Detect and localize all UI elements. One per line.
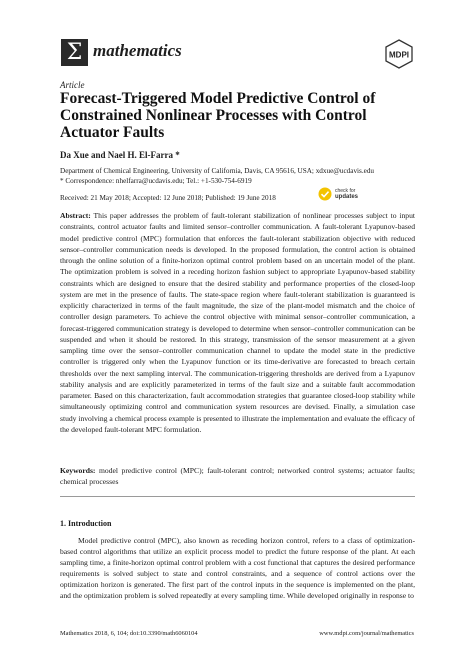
correspondence: * Correspondence: nhelfarra@ucdavis.edu; Tel.: +1-530-754-6919 [60, 177, 252, 185]
footer-url[interactable]: www.mdpi.com/journal/mathematics [319, 630, 414, 637]
footer-citation: Mathematics 2018, 6, 104; doi:10.3390/math6060104 [60, 630, 198, 637]
abstract-label: Abstract: [60, 211, 91, 220]
check-for-updates-badge[interactable] [318, 186, 378, 204]
keywords [60, 465, 415, 487]
paper-title: Forecast-Triggered Model Predictive Control of Constrained Nonlinear Processes with Control Actuator Faults [60, 90, 376, 141]
authors: Da Xue and Nael H. El-Farra * [60, 150, 180, 160]
check-updates-icon [318, 187, 332, 201]
mdpi-logo-text: MDPI [389, 50, 409, 60]
journal-logo-icon: Σ [61, 39, 88, 66]
section-heading-introduction: 1. Introduction [60, 519, 112, 528]
affiliation-block [60, 166, 420, 186]
article-type: Article [60, 80, 85, 90]
check-updates-line2: updates [335, 194, 359, 200]
mdpi-logo-icon [384, 39, 414, 69]
publication-dates: Received: 21 May 2018; Accepted: 12 June 2018; Published: 19 June 2018 [60, 194, 276, 202]
introduction-text: Model predictive control (MPC), also known as receding horizon control, refers to a class of optimization-based control algorithms that utilize an explicit process model to predict the future response of the plant. At each sampling time, a finite-horizon optimal control problem with a cost functional that captures the desired performance requirements is solved subject to state and control constraints, and a sequence of control actions over the optimization horizon is generated. The first part of the control inputs in the sequence is implemented on the plant, and the optimization problem is solved repeatedly at every sampling time. While developed originally in response to [60, 536, 415, 600]
check-updates-line1: check for [335, 188, 356, 194]
abstract-text: This paper addresses the problem of fault-tolerant stabilization of nonlinear processes subject to input constraints, control actuator faults and limited sensor–controller communication. A fault-tolerant Lyapunov-based model predictive control (MPC) formulation that enforces the fault-tolerant stabilization objective with reduced sensor–controller communication needs is developed. In the proposed formulation, the control action is obtained through the online solution of a finite-horizon optimal control problem based on an uncertain model of the plant. The optimization problem is solved in a receding horizon fashion subject to appropriate Lyapunov-based stability constraints which are designed to ensure that the desired stability and performance properties of the closed-loop system are met in the presence of faults. The state-space region where fault-tolerant stabilization is guaranteed is explicitly characterized in terms of the fault magnitude, the size of the plant-model mismatch and the choice of controller design parameters. To achieve the control objective with minimal sensor–controller communication, a forecast-triggered communication strategy is developed to determine when sensor–controller communication can be suspended and when it should be restored. In this strategy, transmission of the sensor measurement at a given sampling time over the sensor–controller communication channel to update the model state in the predictive controller is triggered only when the Lyapunov function or its time-derivative are forecasted to breach certain thresholds over the next sampling interval. The communication-triggering thresholds are derived from a Lyapunov stability analysis and are explicitly parameterized in terms of the fault size and a suitable fault accommodation parameter. Based on this characterization, fault accommodation strategies that guarantee closed-loop stability while simultaneously optimizing control and communication system resources are devised. Finally, a simulation case study involving a chemical process example is presented to illustrate the implementation and evaluate the efficacy of the developed fault-tolerant MPC formulation. [60, 211, 416, 434]
journal-name: mathematics [93, 41, 182, 60]
keywords-label: Keywords: [60, 466, 96, 475]
keywords-text: model predictive control (MPC); fault-tolerant control; networked control systems; actuator faults; chemical processes [60, 466, 416, 486]
abstract [60, 210, 415, 435]
affiliation: Department of Chemical Engineering, University of California, Davis, CA 95616, USA; xdxue@ucdavis.edu [60, 167, 375, 175]
section-divider [60, 496, 415, 497]
